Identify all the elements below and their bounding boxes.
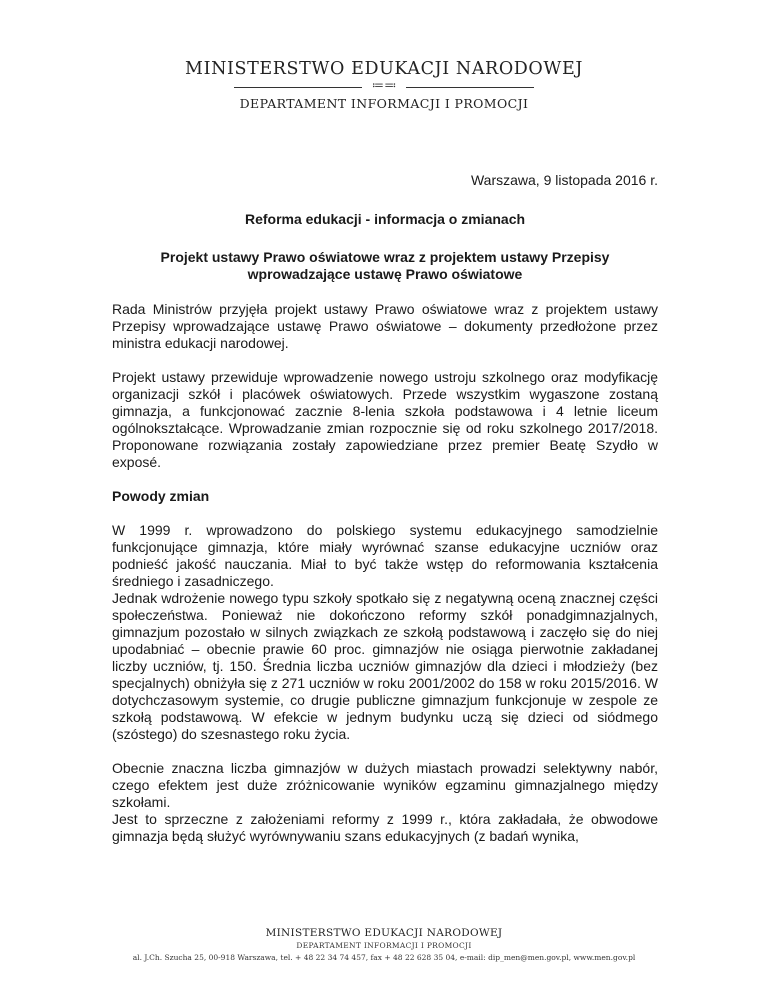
footer-address: al. J.Ch. Szucha 25, 00-918 Warszawa, tel. + 48 22 34 74 457, fax + 48 22 628 35 04, e-mail: dip_men@men.gov.pl, www.men.gov.pl <box>132 953 636 962</box>
paragraph-intro: Rada Ministrów przyjęła projekt ustawy Prawo oświatowe wraz z projektem ustawy Przepisy wprowadzające ustawę Prawo oświatowe – dokumenty przedłożone przez ministra edukacji narodowej. <box>112 301 658 351</box>
paragraph-reasons-1: W 1999 r. wprowadzono do polskiego systemu edukacyjnego samodzielnie funkcjonujące gimnazja, które miały wyrównać szanse edukacyjne uczniów oraz podnieść jakość nauczania. Miał to być także wstęp do reformowania kształcenia średniego i zasadniczego. <box>112 522 658 589</box>
ornament-line-left <box>234 87 362 88</box>
letterhead-department: DEPARTAMENT INFORMACJI I PROMOCJI <box>239 96 529 111</box>
footer-ministry: MINISTERSTWO EDUKACJI NARODOWEJ <box>265 927 503 939</box>
paragraph-reasons-3: Obecnie znaczna liczba gimnazjów w dużych miastach prowadzi selektywny nabór, czego efektem jest duże zróżnicowanie wyników egzaminu gimnazjalnego między szkołami. <box>112 760 658 810</box>
paragraph-reasons-2: Jednak wdrożenie nowego typu szkoły spotkało się z negatywną oceną znacznej części społeczeństwa. Ponieważ nie dokończono reformy szkół ponadgimnazjalnych, gimnazjum pozostało w silnych związkach ze szkołą podstawową i zaczęło się do niej upodabniać – obecnie prawie 60 proc. gimnazjów nie osiąga pierwotnie zakładanej liczby uczniów, tj. 150. Średnia liczba uczniów gimnazjów dla dzieci i młodzieży (bez specjalnych) obniżyła się z 271 uczniów w roku 2001/2002 do 158 w roku 2015/2016. W dotychczasowym systemie, co drugie publiczne gimnazjum funkcjonuje w zespole ze szkołą podstawową. W efekcie w jednym budynku uczą się dzieci od siódmego (szóstego) do szesnastego roku życia. <box>112 590 658 742</box>
footer-department: DEPARTAMENT INFORMACJI I PROMOCJI <box>296 941 472 950</box>
letterhead-ornament <box>234 78 534 93</box>
ornament-flourish-icon: ≔≕ <box>371 78 397 92</box>
document-subject: Reforma edukacji - informacja o zmianach <box>244 211 526 227</box>
document-body <box>112 172 658 845</box>
footer <box>0 927 768 964</box>
ornament-line-right <box>406 87 534 88</box>
paragraph-project: Projekt ustawy przewiduje wprowadzenie nowego ustroju szkolnego oraz modyfikację organizacji szkół i placówek oświatowych. Przede wszystkim wygaszone zostaną gimnazja, a funkcjonować zacznie 8-lenia szkoła podstawowa i 4 letnie liceum ogólnokształcące. Wprowadzanie zmian rozpocznie się od roku szkolnego 2017/2018. Proponowane rozwiązania zostały zapowiedziane przez premier Beatę Szydło w exposé. <box>112 369 658 470</box>
section-heading: Powody zmian <box>112 488 210 504</box>
document-date: Warszawa, 9 listopada 2016 r. <box>470 172 658 188</box>
letterhead <box>0 58 768 112</box>
paragraph-reasons-4: Jest to sprzeczne z założeniami reformy z 1999 r., która zakładała, że obwodowe gimnazja będą służyć wyrównywaniu szans edukacyjnych (z badań wynika, <box>112 811 658 844</box>
letterhead-ministry: MINISTERSTWO EDUKACJI NARODOWEJ <box>185 59 583 79</box>
project-title: Projekt ustawy Prawo oświatowe wraz z projektem ustawy Przepisy wprowadzające ustawę Prawo oświatowe <box>160 249 610 282</box>
